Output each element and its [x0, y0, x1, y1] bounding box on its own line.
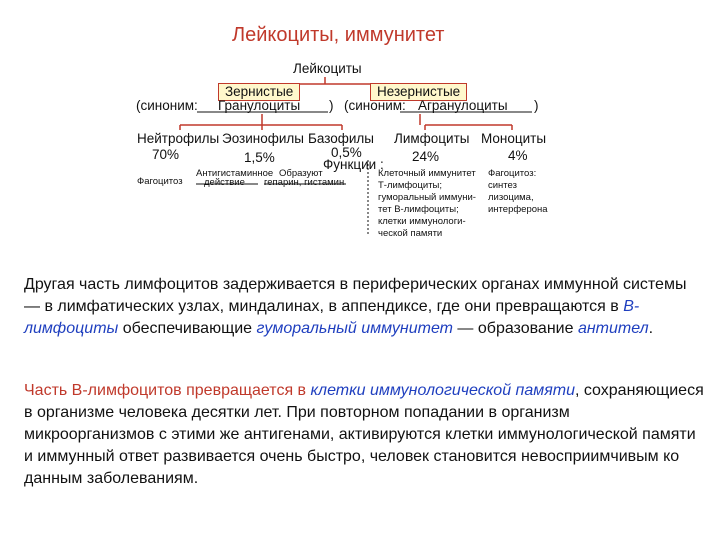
percent-neutrophils: 70% [152, 147, 180, 162]
synonym2-value: Агранулоциты [418, 98, 508, 113]
root-leukocytes: Лейкоциты [293, 61, 362, 76]
function-monocytes-line: лизоцима, [488, 192, 534, 203]
synonym1-prefix: (синоним: [136, 98, 198, 113]
granular-box: Зернистые [218, 83, 300, 101]
function-lymphocytes-line: Т-лимфоциты; [378, 180, 443, 191]
functions-label: Функции : [323, 157, 384, 172]
paragraph1-text-c: — образование [452, 320, 578, 337]
function-lymphocytes-line: клетки иммунологи- [378, 216, 466, 227]
function-eosinophils-2: действие [204, 177, 245, 188]
function-lymphocytes [378, 168, 476, 240]
term-memory-cells: клетки иммунологической памяти [310, 382, 575, 399]
synonym1-value: Гранулоциты [218, 98, 301, 113]
paragraph2-text-b: , сохраняющиеся в организме человека десятки лет. При повторном попадании в организм микроорганизмов с этими же антигенами, активируются клетки иммунологической памяти и иммунный ответ развивается очень быстро, человек становится невосприимчивым ко данным заболеваниям. [24, 382, 704, 487]
synonym1-close: ) [329, 98, 334, 113]
cell-lymphocytes: Лимфоциты [394, 131, 470, 146]
percent-lymphocytes: 24% [412, 149, 440, 164]
function-lymphocytes-line: гуморальный иммуни- [378, 192, 476, 203]
function-monocytes [488, 168, 548, 216]
function-monocytes-line: синтез [488, 180, 517, 191]
function-neutrophils: Фагоцитоз [137, 176, 183, 187]
paragraph1-text-b: обеспечивающие [118, 320, 257, 337]
paragraph-b-lymphocytes [24, 274, 704, 340]
function-lymphocytes-line: ческой памяти [378, 228, 443, 239]
cell-neutrophils: Нейтрофилы [137, 131, 220, 146]
function-basophils-2: гепарин, гистамин [264, 177, 345, 188]
synonym2-close: ) [534, 98, 539, 113]
term-b-lymphocytes: В-лимфоциты [24, 298, 640, 337]
cell-eosinophils: Эозинофилы [222, 131, 304, 146]
percent-monocytes: 4% [508, 148, 528, 163]
function-eosinophils-1: Антигистаминное [196, 168, 274, 179]
function-lymphocytes-line: Клеточный иммунитет [378, 168, 476, 179]
percent-basophils: 0,5% [331, 145, 362, 160]
function-lymphocytes-line: тет В-лимфоциты; [378, 204, 459, 215]
paragraph1-text-a: Другая часть лимфоцитов задерживается в периферических органах иммунной системы — в лимфатических узлах, миндалинах, в аппендиксе, где они превращаются в [24, 276, 687, 315]
paragraph-memory-cells [24, 380, 704, 490]
nongranular-box: Незернистые [370, 83, 467, 101]
paragraph1-text-d: . [648, 320, 654, 337]
term-antibodies: антител [577, 320, 649, 337]
function-basophils-1: Образуют [279, 168, 323, 179]
page-title: Лейкоциты, иммунитет [232, 24, 445, 46]
term-humoral-immunity: гуморальный иммунитет [256, 320, 453, 337]
cell-monocytes: Моноциты [481, 131, 547, 146]
percent-eosinophils: 1,5% [244, 150, 275, 165]
function-monocytes-line: Фагоцитоз: [488, 168, 537, 179]
paragraph2-text-a: Часть В-лимфоцитов превращается в [24, 382, 311, 399]
function-monocytes-line: интерферона [488, 204, 548, 215]
cell-basophils: Базофилы [308, 131, 374, 146]
synonym2-prefix: (синоним: [344, 98, 406, 113]
